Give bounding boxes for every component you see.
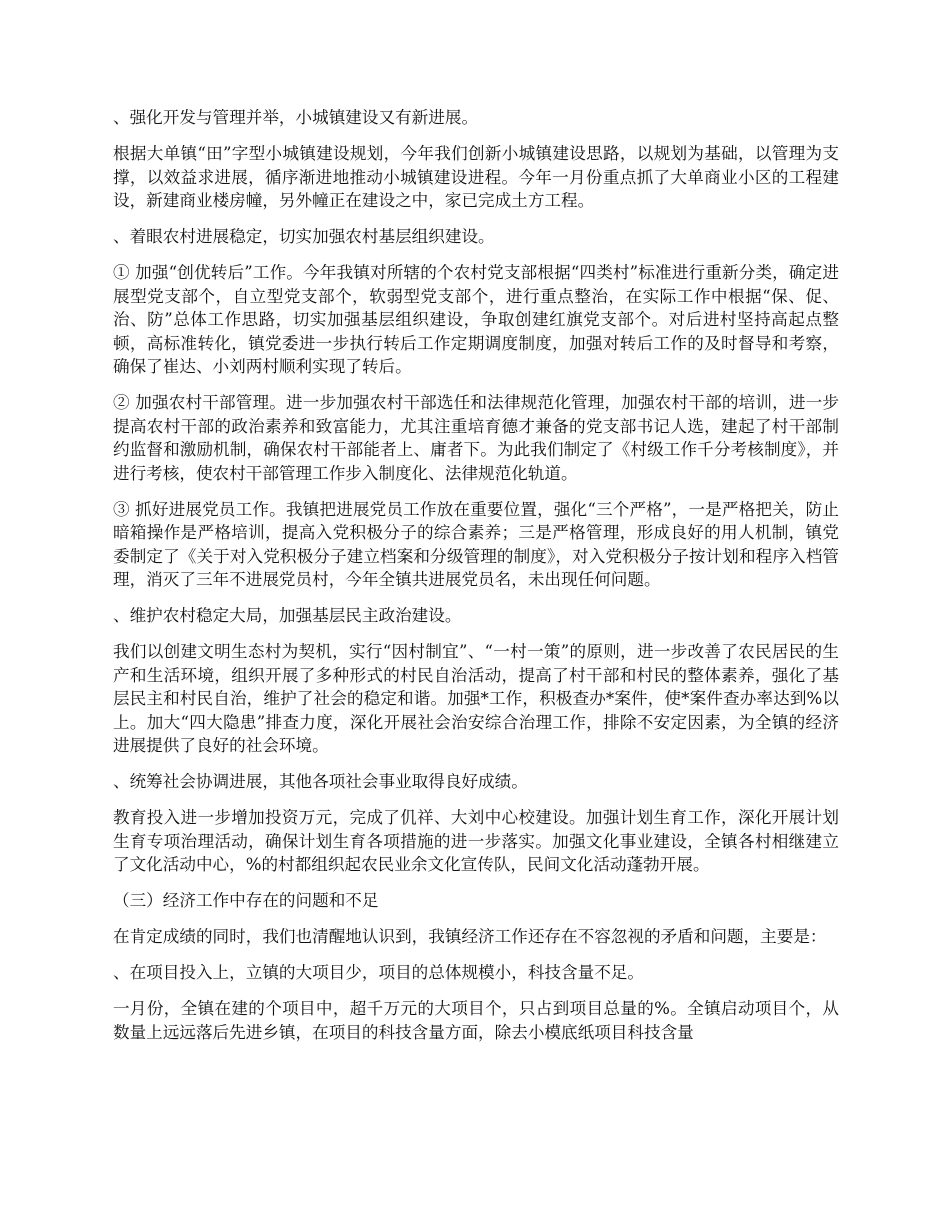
document-page (113, 106, 839, 1057)
section-heading-rural-organization: 、着眼农村进展稳定，切实加强农村基层组织建设。 (113, 227, 495, 246)
paragraph-rural-cadre-management: ② 加强农村干部管理。进一步加强农村干部选任和法律规范化管理，加强农村干部的培训，进一步提高农村干部的政治素养和致富能力，尤其注重培育德才兼备的党支部书记人选，建起了村干部制约监督和激励机制，确保农村干部能者上、庸者下。为此我们制定了《村级工作千分考核制度》，并进行考核，使农村干部管理工作步入制度化、法律规范化轨道。 (113, 393, 839, 483)
section-heading-problems: （三）经济工作中存在的问题和不足 (113, 891, 379, 910)
section-heading-town-construction: 、强化开发与管理并举，小城镇建设又有新进展。 (113, 108, 479, 127)
paragraph-party-member-development: ③ 抓好进展党员工作。我镇把进展党员工作放在重要位置，强化“三个严格”，一是严格把关，防止暗箱操作是严格培训，提高入党积极分子的综合素养；三是严格管理，形成良好的用人机制，镇党委制定了《关于对入党积极分子建立档案和分级管理的制度》，对入党积极分子按计划和程序入档管理，消灭了三年不进展党员村，今年全镇共进展党员名，未出现任何问题。 (113, 499, 839, 589)
section-heading-project-investment: 、在项目投入上，立镇的大项目少，项目的总体规模小，科技含量不足。 (113, 963, 644, 982)
paragraph-social-development: 教育投入进一步增加投资万元，完成了仉祥、大刘中心校建设。加强计划生育工作，深化开展计划生育专项治理活动，确保计划生育各项措施的进一步落实。加强文化事业建设，全镇各村相继建立了文化活动中心，%的村都组织起农民业余文化宣传队，民间文化活动蓬勃开展。 (113, 808, 839, 874)
paragraph-party-branch-upgrade: ① 加强“创优转后”工作。今年我镇对所辖的个农村党支部根据“四类村”标准进行重新分类，确定进展型党支部个，自立型党支部个，软弱型党支部个，进行重点整治，在实际工作中根据“保、促、治、防”总体工作思路，切实加强基层组织建设，争取创建红旗党支部个。对后进村坚持高起点整顿，高标准转化，镇党委进一步执行转后工作定期调度制度，加强对转后工作的及时督导和考察，确保了崔达、小刘两村顺利实现了转后。 (113, 263, 839, 376)
section-heading-rural-stability: 、维护农村稳定大局，加强基层民主政治建设。 (113, 606, 462, 625)
paragraph-town-construction: 根据大单镇“田”字型小城镇建设规划，今年我们创新小城镇建设思路，以规划为基础，以管理为支撑，以效益求进展，循序渐进地推动小城镇建设进程。今年一月份重点抓了大单商业小区的工程建设，新建商业楼房幢，另外幢正在建设之中，家已完成土方工程。 (113, 144, 839, 210)
paragraph-problems-intro: 在肯定成绩的同时，我们也清醒地认识到，我镇经济工作还存在不容忽视的矛盾和问题，主要是： (113, 927, 827, 946)
paragraph-project-investment: 一月份，全镇在建的个项目中，超千万元的大项目个，只占到项目总量的%。全镇启动项目个，从数量上远远落后先进乡镇，在项目的科技含量方面，除去小模底纸项目科技含量 (113, 999, 839, 1042)
paragraph-rural-stability: 我们以创建文明生态村为契机，实行“因村制宜”、“一村一策”的原则，进一步改善了农民居民的生产和生活环境，组织开展了多种形式的村民自治活动，提高了村干部和村民的整体素养，强化了基层民主和村民自治，维护了社会的稳定和谐。加强*工作，积极查办*案件，使*案件查办率达到%以上。加大“四大隐患”排查力度，深化开展社会治安综合治理工作，排除不安定因素，为全镇的经济进展提供了良好的社会环境。 (113, 642, 839, 755)
section-heading-social-development: 、统筹社会协调进展，其他各项社会事业取得良好成绩。 (113, 772, 528, 791)
